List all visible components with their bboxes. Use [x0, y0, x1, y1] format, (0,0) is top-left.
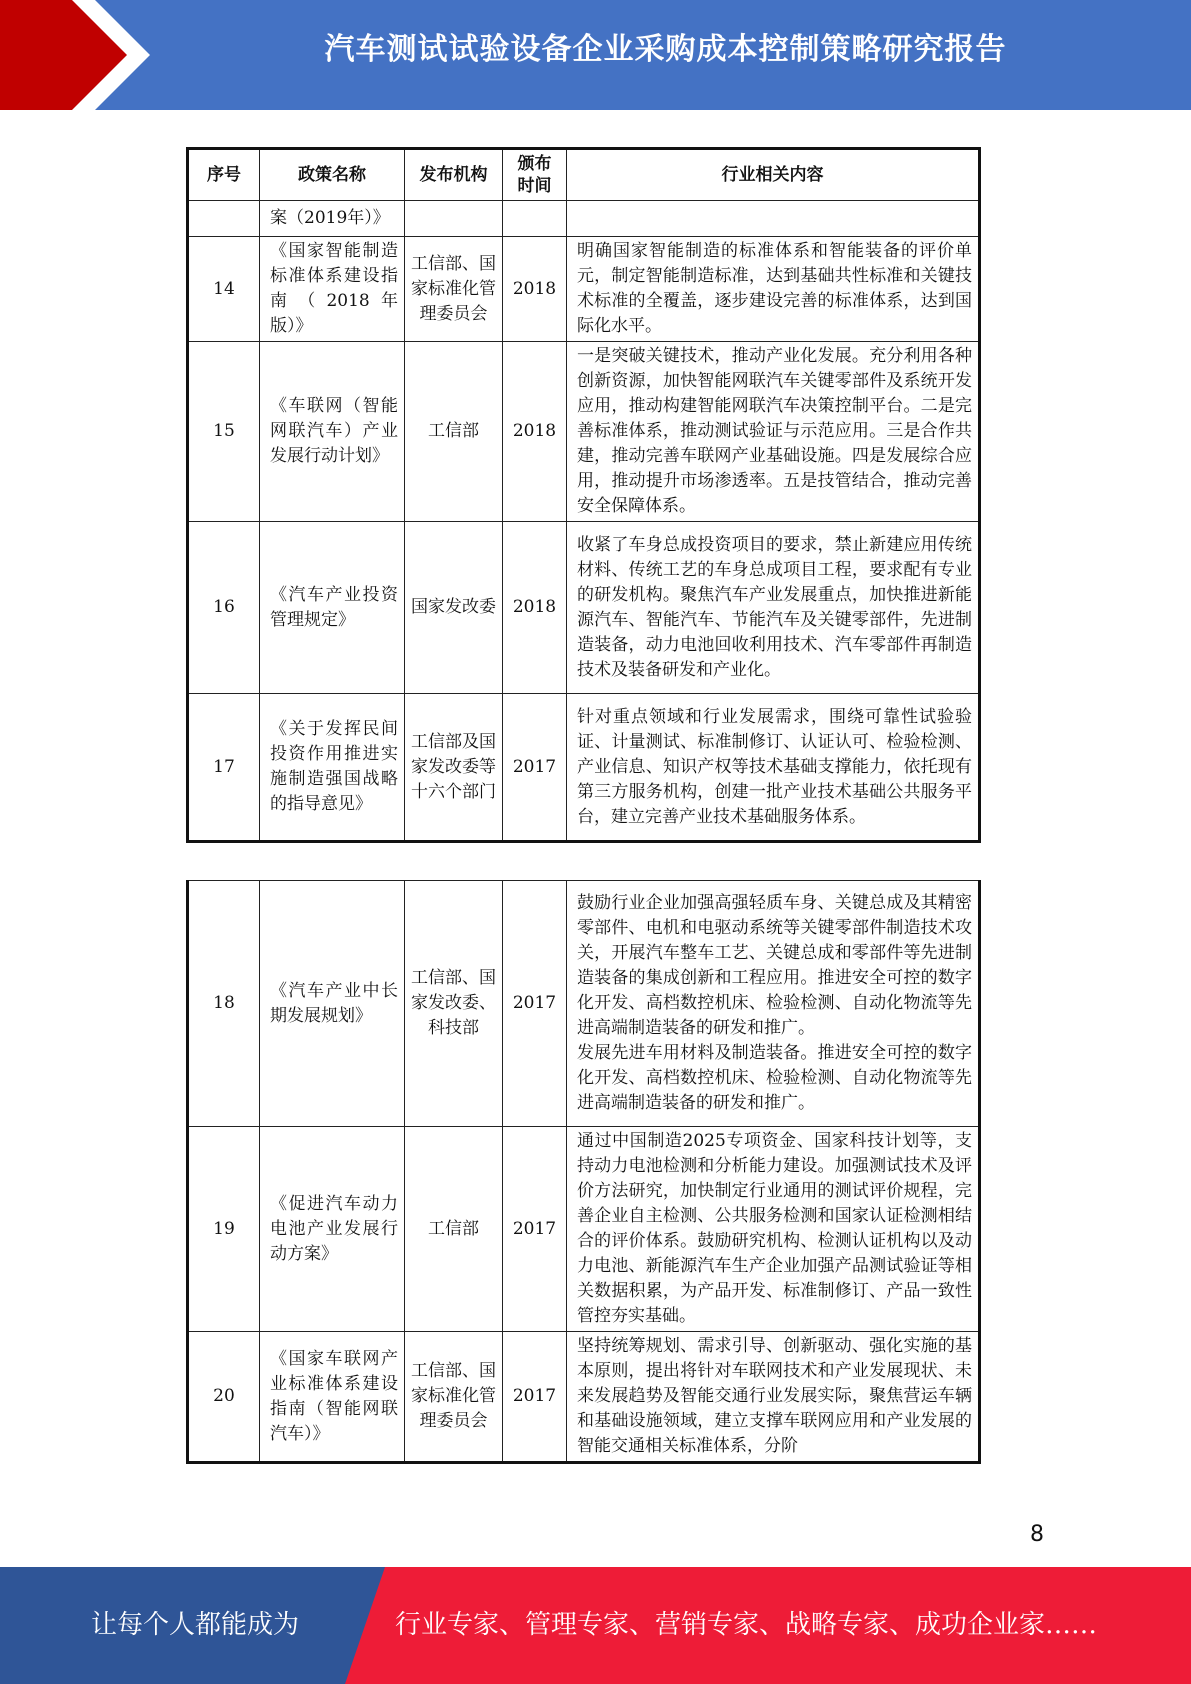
- policy-content: 收紧了车身总成投资项目的要求，禁止新建应用传统材料、传统工艺的车身总成项目工程，要求配有专业的研发机构。聚焦汽车产业发展重点，加快推进新能源汽车、智能汽车、节能汽车及关键零部件，先进制造装备，动力电池回收利用技术、汽车零部件再制造技术及装备研发和产业化。: [567, 522, 980, 694]
- table-row: [188, 1127, 980, 1332]
- policy-table-part-1: [186, 147, 981, 843]
- policy-content: 针对重点领域和行业发展需求，围绕可靠性试验验证、计量测试、标准制修订、认证认可、检验检测、产业信息、知识产权等技术基础支撑能力，依托现有第三方服务机构，创建一批产业技术基础公共服务平台，建立完善产业技术基础服务体系。: [567, 694, 980, 842]
- policy-content: 一是突破关键技术，推动产业化发展。充分利用各种创新资源，加快智能网联汽车关键零部件及系统开发应用，推动构建智能网联汽车决策控制平台。二是完善标准体系，推动测试验证与示范应用。三是合作共建，推动完善车联网产业基础设施。四是发展综合应用，推动提升市场渗透率。五是技管结合，推动完善安全保障体系。: [567, 342, 980, 522]
- policy-name: 《国家车联网产业标准体系建设指南（智能网联汽车）》: [260, 1332, 405, 1463]
- footer-slogan-left: 让每个人都能成为: [90, 1610, 299, 1640]
- row-number: 14: [188, 237, 260, 342]
- issue-year: 2017: [503, 881, 567, 1127]
- policy-name: 《汽车产业中长期发展规划》: [260, 881, 405, 1127]
- col-header-content: 行业相关内容: [567, 149, 980, 201]
- table-header-row: [188, 149, 980, 201]
- header-arrow-decoration: [0, 0, 160, 110]
- col-header-year: 颁布时间: [503, 149, 567, 201]
- col-header-name: 政策名称: [260, 149, 405, 201]
- table-row: [188, 342, 980, 522]
- policy-table-part-2: [186, 880, 981, 1464]
- issuing-agency: 工信部、国家标准化管理委员会: [405, 1332, 503, 1463]
- row-number: 19: [188, 1127, 260, 1332]
- page-footer: [0, 1567, 1191, 1684]
- issuing-agency: 工信部及国家发改委等十六个部门: [405, 694, 503, 842]
- issuing-agency: 工信部: [405, 342, 503, 522]
- policy-name: 《促进汽车动力电池产业发展行动方案》: [260, 1127, 405, 1332]
- row-number: 17: [188, 694, 260, 842]
- issuing-agency: 工信部、国家发改委、科技部: [405, 881, 503, 1127]
- table-row-continued: [188, 201, 980, 237]
- policy-content: 坚持统筹规划、需求引导、创新驱动、强化实施的基本原则，提出将针对车联网技术和产业发展现状、未来发展趋势及智能交通行业发展实际，聚焦营运车辆和基础设施领域，建立支撑车联网应用和产业发展的智能交通相关标准体系，分阶: [567, 1332, 980, 1463]
- table-row: [188, 237, 980, 342]
- policy-name: 《汽车产业投资管理规定》: [260, 522, 405, 694]
- table-row: [188, 1332, 980, 1463]
- issue-year: 2018: [503, 237, 567, 342]
- row-number: 20: [188, 1332, 260, 1463]
- policy-content: [567, 881, 980, 1127]
- issuing-agency: 工信部: [405, 1127, 503, 1332]
- table-row: [188, 522, 980, 694]
- issuing-agency: 工信部、国家标准化管理委员会: [405, 237, 503, 342]
- policy-name: 《国家智能制造标准体系建设指南（2018年版）》: [260, 237, 405, 342]
- page-header: [0, 0, 1191, 110]
- row-number: 18: [188, 881, 260, 1127]
- policy-content-paragraph-1: 鼓励行业企业加强高强轻质车身、关键总成及其精密零部件、电机和电驱动系统等关键零部件制造技术攻关，开展汽车整车工艺、关键总成和零部件等先进制造装备的集成创新和工程应用。推进安全可控的数字化开发、高档数控机床、检验检测、自动化物流等先进高端制造装备的研发和推广。: [577, 893, 972, 1038]
- row-number: 15: [188, 342, 260, 522]
- row-number: 16: [188, 522, 260, 694]
- table-row: [188, 694, 980, 842]
- policy-name: 《车联网（智能网联汽车）产业发展行动计划》: [260, 342, 405, 522]
- col-header-org: 发布机构: [405, 149, 503, 201]
- page-title: 汽车测试试验设备企业采购成本控制策略研究报告: [324, 32, 1007, 67]
- policy-content: 明确国家智能制造的标准体系和智能装备的评价单元，制定智能制造标准，达到基础共性标准和关键技术标准的全覆盖，逐步建设完善的标准体系，达到国际化水平。: [567, 237, 980, 342]
- footer-slogan-right: 行业专家、管理专家、营销专家、战略专家、成功企业家……: [395, 1610, 1098, 1640]
- issue-year: 2017: [503, 1332, 567, 1463]
- issue-year: 2018: [503, 522, 567, 694]
- issue-year: 2018: [503, 342, 567, 522]
- issue-year: 2017: [503, 694, 567, 842]
- col-header-no: 序号: [188, 149, 260, 201]
- policy-content-paragraph-2: 发展先进车用材料及制造装备。推进安全可控的数字化开发、高档数控机床、检验检测、自动化物流等先进高端制造装备的研发和推广。: [577, 1043, 972, 1113]
- table-row: [188, 881, 980, 1127]
- issue-year: 2017: [503, 1127, 567, 1332]
- page-number: 8: [1030, 1522, 1044, 1547]
- issuing-agency: 国家发改委: [405, 522, 503, 694]
- policy-name-continued: 案（2019年）》: [260, 201, 405, 237]
- policy-name: 《关于发挥民间投资作用推进实施制造强国战略的指导意见》: [260, 694, 405, 842]
- policy-content: 通过中国制造2025专项资金、国家科技计划等，支持动力电池检测和分析能力建设。加强测试技术及评价方法研究，加快制定行业通用的测试评价规程，完善企业自主检测、公共服务检测和国家认证检测相结合的评价体系。鼓励研究机构、检测认证机构以及动力电池、新能源汽车生产企业加强产品测试验证等相关数据积累，为产品开发、标准制修订、产品一致性管控夯实基础。: [567, 1127, 980, 1332]
